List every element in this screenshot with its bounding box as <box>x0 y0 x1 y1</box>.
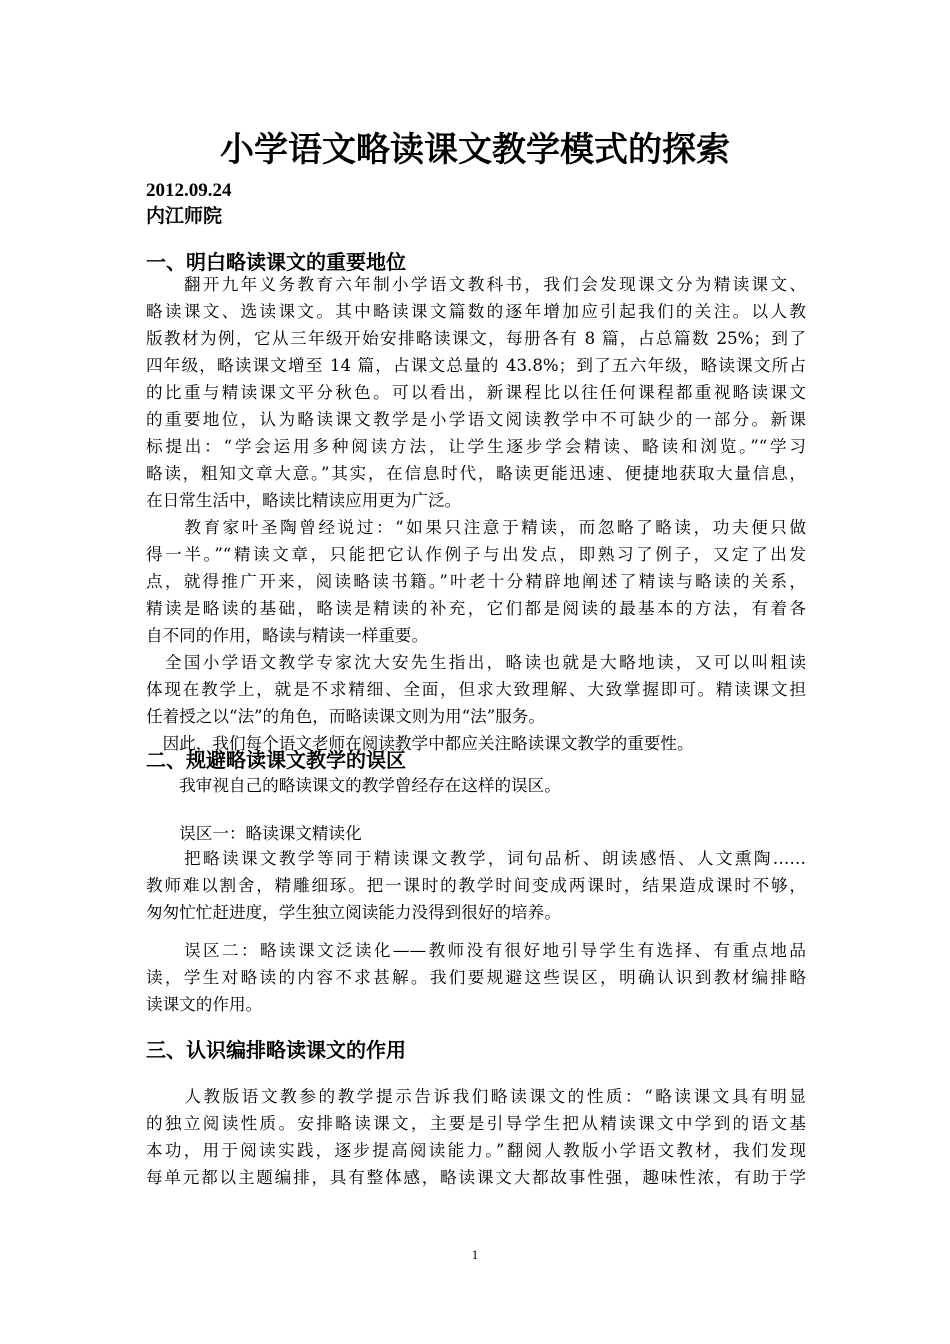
paragraph-line: 略读课文、选读课文。其中略读课文篇数的逐年增加应引起我们的关注。以人教 <box>146 302 806 321</box>
paragraph-line: 误区一：略读课文精读化 <box>146 824 362 843</box>
paragraph-line: 点，就得推广开来，阅读略读书籍。”叶老十分精辟地阐述了精读与略读的关系， <box>146 572 806 591</box>
paragraph-line: 因此，我们每个语文老师在阅读教学中都应关注略读课文教学的重要性。 <box>146 734 694 753</box>
paragraph-line: 读课文的作用。 <box>146 995 263 1014</box>
document-title: 小学语文略读课文教学模式的探索 <box>220 130 730 170</box>
paragraph-line: 本功，用于阅读实践，逐步提高阅读能力。”翻阅人教版小学语文教材，我们发现 <box>146 1141 806 1160</box>
paragraph-line: 标提出：“学会运用多种阅读方法，让学生逐步学会精读、略读和浏览。”“学习 <box>146 437 806 456</box>
paragraph-line: 版教材为例，它从三年级开始安排略读课文，每册各有 8 篇，占总篇数 25%；到了 <box>146 329 806 348</box>
paragraph-line: 四年级，略读课文增至 14 篇，占课文总量的 43.8%；到了五六年级，略读课文所占 <box>146 356 806 375</box>
paragraph-line: 在日常生活中，略读比精读应用更为广泛。 <box>146 491 462 510</box>
paragraph-line: 教师难以割舍，精雕细琢。把一课时的教学时间变成两课时，结果造成课时不够， <box>146 876 806 895</box>
document-institution: 内江师院 <box>146 206 223 227</box>
paragraph-line: 翻开九年义务教育六年制小学语文教科书，我们会发现课文分为精读课文、 <box>146 275 806 294</box>
paragraph-line: 全国小学语文教学专家沈大安先生指出，略读也就是大略地读，又可以叫粗读 <box>146 653 806 672</box>
paragraph-line: 略读，粗知文章大意。”其实，在信息时代，略读更能迅速、便捷地获取大量信息， <box>146 464 806 483</box>
section-heading-1: 一、明白略读课文的重要地位 <box>146 250 406 274</box>
paragraph-line: 每单元都以主题编排，具有整体感，略读课文大都故事性强，趣味性浓，有助于学 <box>146 1168 806 1187</box>
paragraph-line: 人教版语文教参的教学提示告诉我们略读课文的性质：“略读课文具有明显 <box>146 1087 806 1106</box>
paragraph-line: 教育家叶圣陶曾经说过：“如果只注意于精读，而忽略了略读，功夫便只做 <box>146 518 806 537</box>
paragraph-line: 精读是略读的基础，略读是精读的补充，它们都是阅读的最基本的方法，有着各 <box>146 599 806 618</box>
paragraph-line: 的比重与精读课文平分秋色。可以看出，新课程比以往任何课程都重视略读课文 <box>146 383 806 402</box>
paragraph-line: 体现在教学上，就是不求精细、全面，但求大致理解、大致掌握即可。精读课文担 <box>146 680 806 699</box>
page-number: 1 <box>471 1247 479 1262</box>
section-heading-3: 三、认识编排略读课文的作用 <box>146 1038 406 1062</box>
section-heading-2: 二、规避略读课文教学的误区 <box>146 748 406 772</box>
document-date: 2012.09.24 <box>146 180 232 201</box>
paragraph-line: 读，学生对略读的内容不求甚解。我们要规避这些误区，明确认识到教材编排略 <box>146 968 806 987</box>
paragraph-line: 我审视自己的略读课文的教学曾经存在这样的误区。 <box>146 776 561 795</box>
paragraph-line: 得一半。”“精读文章，只能把它认作例子与出发点，即熟习了例子，又定了出发 <box>146 545 806 564</box>
paragraph-line: 把略读课文教学等同于精读课文教学，词句品析、朗读感悟、人文熏陶…… <box>146 849 806 868</box>
paragraph-line: 自不同的作用，略读与精读一样重要。 <box>146 626 429 645</box>
paragraph-line: 的独立阅读性质。安排略读课文，主要是引导学生把从精读课文中学到的语文基 <box>146 1114 806 1133</box>
paragraph-line: 的重要地位，认为略读课文教学是小学语文阅读教学中不可缺少的一部分。新课 <box>146 410 806 429</box>
paragraph-line: 误区二：略读课文泛读化——教师没有很好地引导学生有选择、有重点地品 <box>146 941 806 960</box>
paragraph-line: 匆匆忙忙赶进度，学生独立阅读能力没得到很好的培养。 <box>146 903 561 922</box>
paragraph-line: 任着授之以“法”的角色，而略读课文则为用“法”服务。 <box>146 707 545 726</box>
